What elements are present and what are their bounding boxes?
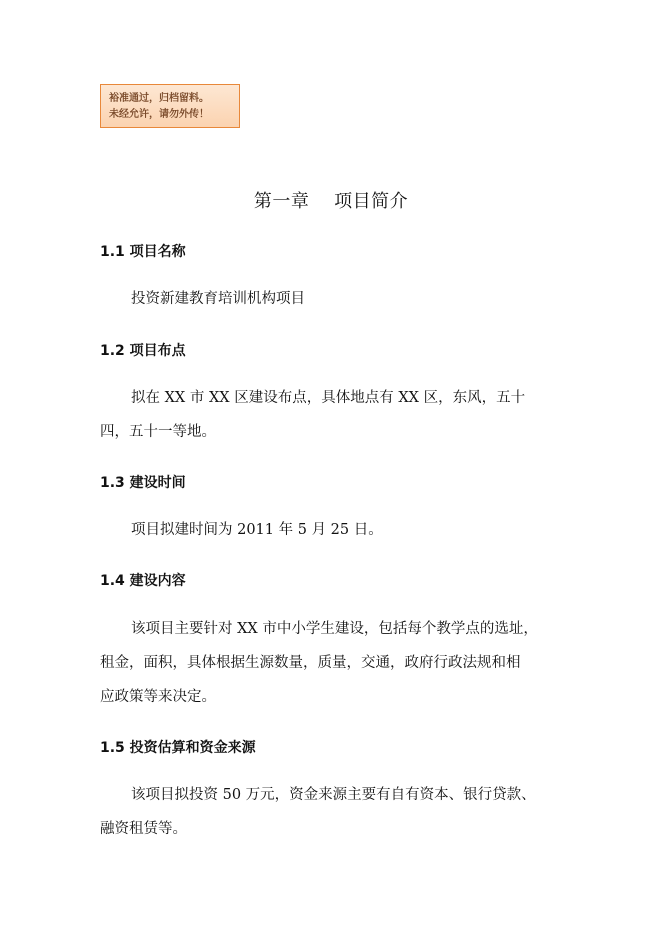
approval-stamp [100, 84, 240, 128]
body-line: 应政策等来决定。 [100, 689, 216, 705]
section-heading-1-4: 1.4 建设内容 [100, 573, 186, 589]
body-line: 项目拟建时间为 2011 年 5 月 25 日。 [131, 522, 383, 538]
body-line: 投资新建教育培训机构项目 [131, 291, 305, 307]
chapter-title: 第一章 项目简介 [253, 191, 409, 212]
section-body-1-3 [100, 513, 560, 547]
body-line: 拟在 XX 市 XX 区建设布点，具体地点有 XX 区，东风，五十 [131, 390, 526, 406]
body-line: 四，五十一等地。 [100, 424, 216, 440]
body-line: 该项目主要针对 XX 市中小学生建设，包括每个教学点的选址， [131, 621, 538, 637]
section-heading-1-3: 1.3 建设时间 [100, 475, 186, 491]
section-body-1-1 [100, 282, 560, 316]
stamp-line-2: 未经允许，请勿外传！ [109, 109, 209, 120]
body-line: 融资租赁等。 [100, 821, 187, 837]
section-heading-1-1: 1.1 项目名称 [100, 244, 186, 260]
section-heading-1-2: 1.2 项目布点 [100, 343, 186, 359]
section-body-1-2 [100, 381, 560, 449]
stamp-line-1: 裕准通过，归档留料。 [109, 93, 209, 104]
body-line: 该项目拟投资 50 万元，资金来源主要有自有资本、银行贷款、 [131, 787, 536, 803]
body-line: 租金，面积，具体根据生源数量，质量，交通，政府行政法规和相 [100, 655, 521, 671]
section-heading-1-5: 1.5 投资估算和资金来源 [100, 740, 256, 756]
section-body-1-4 [100, 612, 560, 714]
section-body-1-5 [100, 778, 560, 846]
